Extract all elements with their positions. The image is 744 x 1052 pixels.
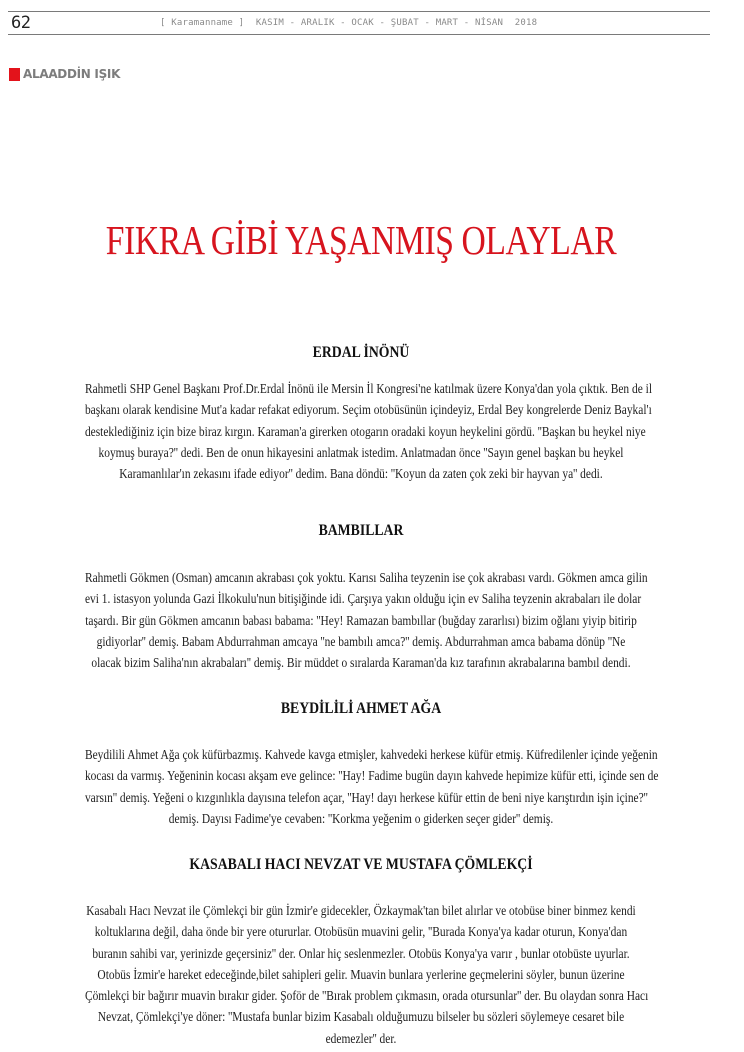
running-head (160, 17, 560, 29)
paragraph-line: Çömlekçi bir bağırır muavin bırakır gider. Şoför de ''Bırak problem çıkmasın, orada otursunlar'' der. Bu olaydan sonra Hacı (84, 988, 649, 1004)
author-marker-square (9, 68, 20, 81)
article-title: FIKRA GİBİ YAŞANMIŞ OLAYLAR (105, 217, 617, 263)
paragraph-line: buranın sahibi var, yerinizde geçersiniz'' der. Onlar hiç seslenmezler. Otobüs Konya'ya varır , bunlar otobüste uyurlar. (92, 945, 630, 961)
paragraph-line: Karamanlılar'ın zekasını ifade ediyor'' dedim. Bana döndü: ''Koyun da zaten çok zeki bir hayvan ya'' dedi. (119, 466, 603, 482)
section-heading: KASABALI HACI NEVZAT VE MUSTAFA ÇÖMLEKÇİ (189, 856, 533, 873)
publication-name: [ Karamanname ] (160, 18, 245, 28)
paragraph-line: Kasabalı Hacı Nevzat ile Çömlekçi bir gün İzmir'e gidecekler, Özkaymak'tan bilet alırlar ve otobüse biner binmez kendi (86, 903, 636, 918)
paragraph-line: koltuklarına değil, daha önde bir yere otururlar. Otobüsün muavini gelir, ''Burada Konya'ya kadar oturun, Konya'dan (94, 924, 628, 940)
paragraph-line: Rahmetli SHP Genel Başkanı Prof.Dr.Erdal İnönü ile Mersin İl Kongresi'ne katılmak üzere Konya'dan yola çıktık. Ben de il (84, 381, 653, 396)
paragraph-line: varsın'' demiş. Yeğeni o kızgınlıkla dayısına telefon açar, ''Hay! dayı herkese küfür ettin de beni niye karıştırdın işin içine?'' (84, 789, 648, 805)
issue-months: KASIM - ARALIK - OCAK - ŞUBAT - MART - NİSAN (255, 18, 504, 28)
paragraph-line: başkanı olarak kendisine Mut'a kadar refakat ediyorum. Seçim otobüsünün içindeyiz, Erdal Bey kongrelerde Deniz Baykal'ı (84, 402, 652, 418)
paragraph-line: taşardı. Bir gün Gökmen amcanın babası babama: ''Hey! Ramazan bambıllar (buğday zararlısı) bizim oğlanı yiyip bitirip (85, 612, 637, 628)
header-rule-top (8, 11, 710, 12)
paragraph-line: desteklediğiniz için bize biraz kırgın. Karaman'a girerken otogarın oradaki koyun heykelini gördü. ''Başkan bu heykel niye (84, 423, 646, 439)
paragraph-line: demiş. Dayısı Fadime'ye cevaben: ''Korkma yeğenim o giderken seçer gider'' demiş. (168, 810, 554, 826)
paragraph-line: Otobüs İzmir'e hareket edeceğinde,bilet sahipleri gelir. Muavin bunlara yerlerine geçmelerini söyler, bunun üzerine (97, 966, 625, 982)
paragraph-line: edemezler'' der. (325, 1030, 397, 1046)
header-rule-bottom (8, 34, 710, 35)
paragraph-line: kocası da varmış. Yeğeninin kocası akşam eve gelince: ''Hay! Fadime bugün dayın kahvede hepimize küfür etti, içinde sen de (84, 768, 659, 784)
section-paragraph (40, 744, 682, 829)
section-paragraph (40, 567, 682, 673)
author-byline (9, 66, 120, 82)
paragraph-line: gidiyorlar'' demiş. Babam Abdurrahman amcaya ''ne bambılı amca?'' demiş. Abdurrahman amca babama dönüp ''Ne (96, 633, 626, 649)
paragraph-line: evi 1. istasyon yolunda Gazi İlkokulu'nun bitişiğinde idi. Çarşıya yakın olduğu için ev Saliha teyzenin akrabaları ile dolar (84, 591, 642, 607)
page-number: 62 (11, 13, 31, 33)
paragraph-line: Nevzat, Çömlekçi'ye döner: ''Mustafa bunlar bizim Kasabalı olduğumuzu bilseler bu sözleri söylemeye cesaret bile (97, 1009, 625, 1025)
section-paragraph (40, 378, 682, 484)
section-paragraph (40, 900, 682, 1049)
issue-year: 2018 (514, 18, 538, 28)
paragraph-line: koymuş buraya?'' dedi. Ben de onun hikayesini anlatmak istedim. Anlatmadan önce ''Sayın genel başkan bu heykel (98, 444, 624, 460)
paragraph-line: olacak bizim Saliha'nın akrabaları'' demiş. Bir müddet o sıralarda Karaman'da kız tarafının akrabalarına bambıl dendi. (91, 655, 631, 671)
section-heading: BAMBILLAR (318, 522, 404, 539)
section-heading: ERDAL İNÖNÜ (312, 344, 410, 361)
paragraph-line: Beydilili Ahmet Ağa çok küfürbazmış. Kahvede kavga etmişler, kahvedeki herkese küfür etmiş. Küfredilenler içinde yeğenin (84, 747, 658, 762)
section-heading: BEYDİLİLİ AHMET AĞA (280, 700, 442, 717)
paragraph-line: Rahmetli Gökmen (Osman) amcanın akrabası çok yoktu. Karısı Saliha teyzenin ise çok akrabası vardı. Gökmen amca gilin (84, 570, 648, 585)
author-name: ALAADDİN IŞIK (23, 67, 121, 81)
